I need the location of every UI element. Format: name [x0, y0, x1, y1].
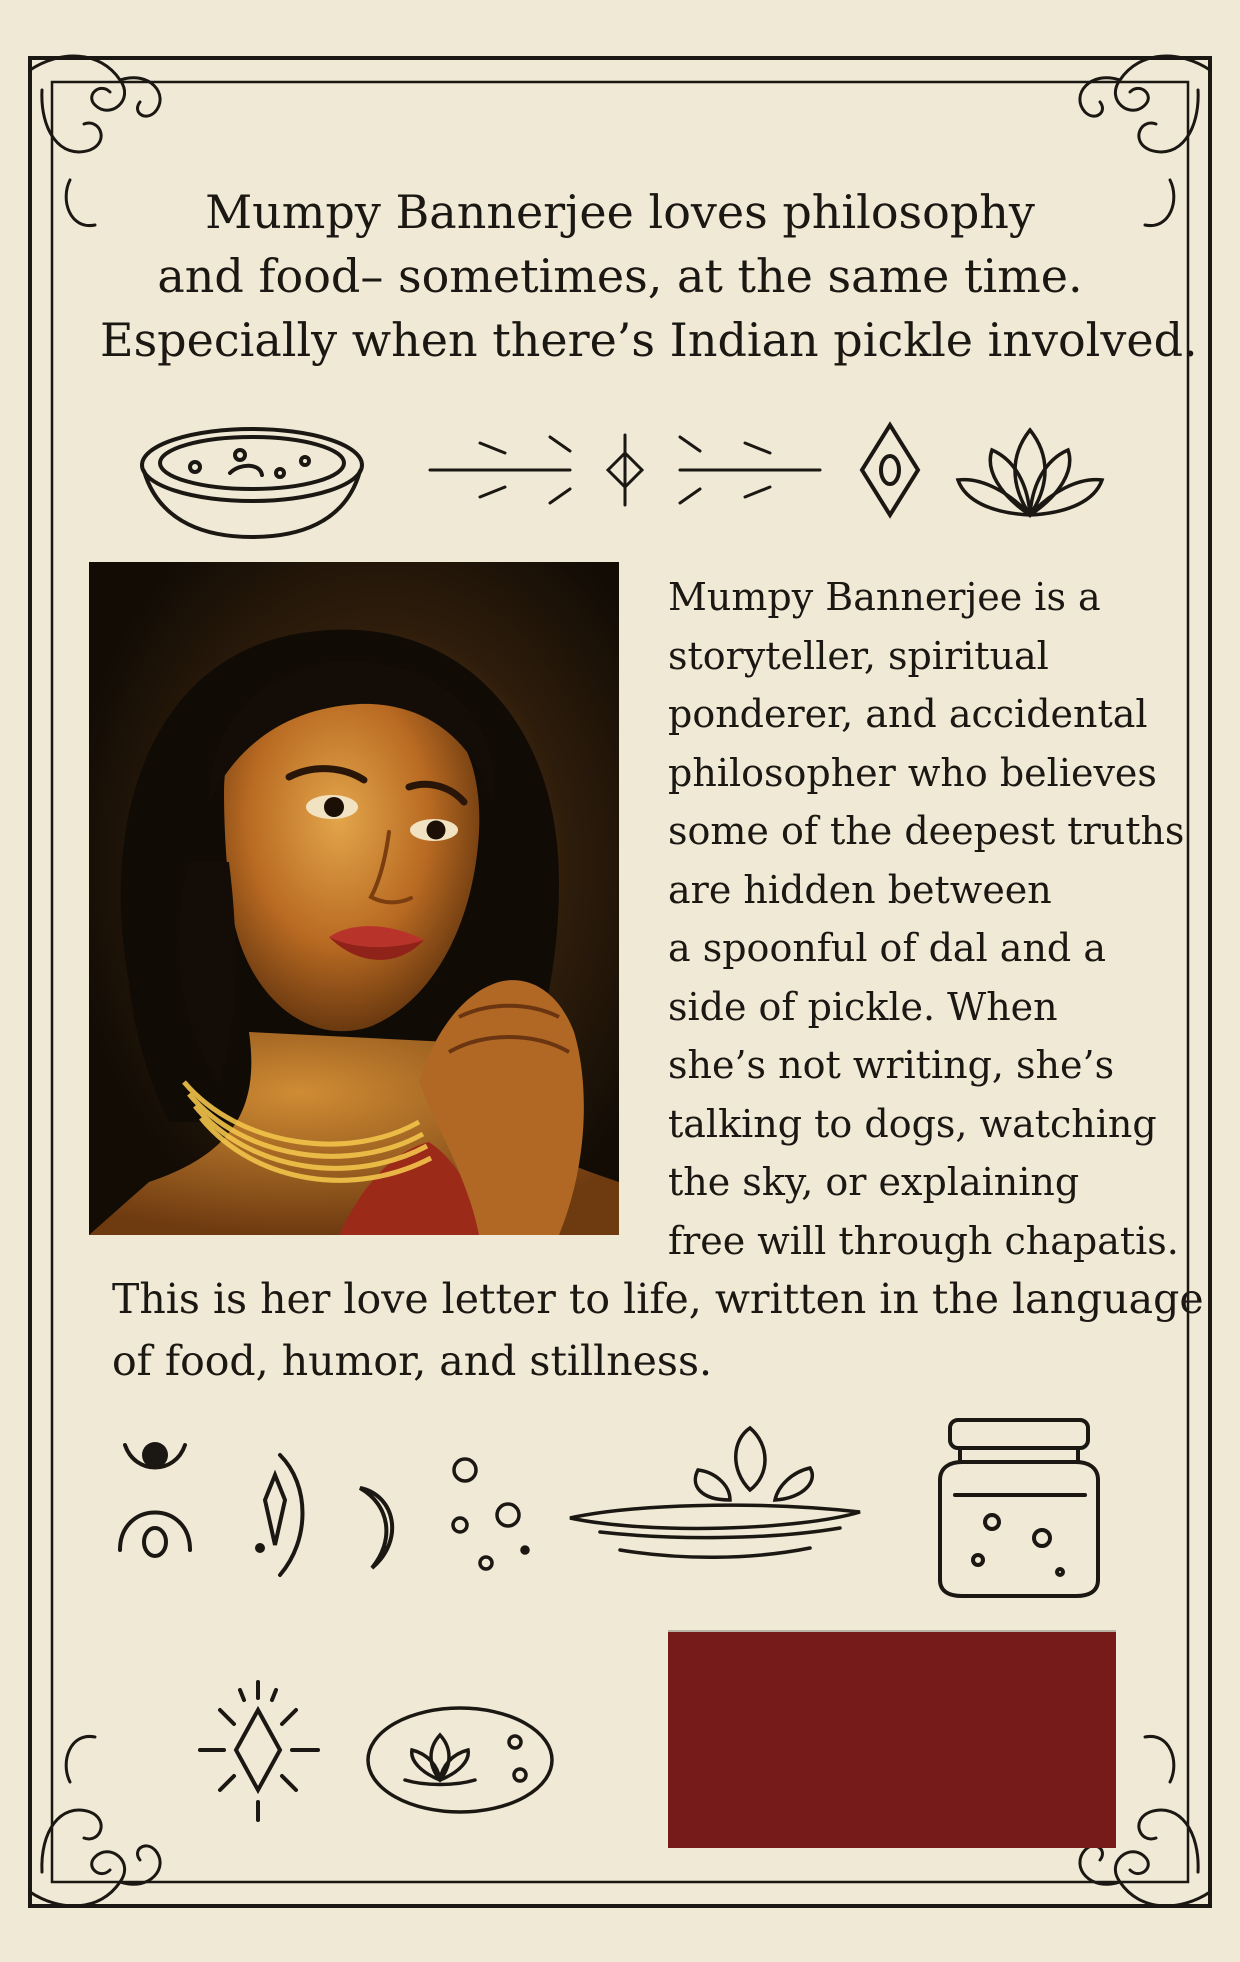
- bio-line: the sky, or explaining: [668, 1160, 1080, 1204]
- bio-text: [668, 568, 1228, 1270]
- bio-line: a spoonful of dal and a: [668, 926, 1106, 970]
- bio-line: free will through chapatis.: [668, 1218, 1179, 1263]
- top-icon-row: [130, 405, 1110, 555]
- crescent-moon-icons: [257, 1455, 392, 1575]
- closing-line: of food, humor, and stillness.: [112, 1337, 713, 1385]
- corner-flourish-icon: [30, 1736, 160, 1905]
- pickle-jar-icon: [940, 1420, 1098, 1596]
- intro-text: [100, 180, 1198, 372]
- bottom-icon-row: [110, 1400, 1110, 1600]
- lotus-icon: [958, 430, 1102, 515]
- redacted-block: [668, 1630, 1116, 1848]
- closing-line: This is her love letter to life, written in the language: [112, 1275, 1204, 1323]
- sun-moon-figure-icon: [120, 1442, 190, 1556]
- leaves-icon: [695, 1428, 812, 1500]
- intro-line: Especially when there’s Indian pickle involved.: [100, 313, 1198, 367]
- bio-line: Mumpy Bannerjee is a: [668, 575, 1101, 619]
- diamond-eye-icon: [862, 425, 918, 515]
- intro-line: Mumpy Bannerjee loves philosophy: [205, 185, 1035, 239]
- bio-line: side of pickle. When: [668, 984, 1058, 1029]
- author-photo: [89, 562, 619, 1235]
- dal-bowl-icon: [142, 429, 362, 537]
- lotus-plate-icon: [368, 1708, 552, 1812]
- sparkle-divider-icon: [430, 435, 820, 505]
- bio-line: philosopher who believes: [668, 750, 1157, 795]
- sun-sparkle-icon: [200, 1682, 318, 1820]
- dots-icon: [453, 1459, 528, 1569]
- bottom-icon-row-2: [180, 1680, 580, 1830]
- bio-line: some of the deepest truths: [668, 809, 1185, 853]
- bio-line: talking to dogs, watching: [668, 1101, 1157, 1146]
- bio-line: are hidden between: [668, 867, 1052, 912]
- bio-line: she’s not writing, she’s: [668, 1043, 1115, 1087]
- bio-line: ponderer, and accidental: [668, 692, 1148, 736]
- chapati-stack-icon: [570, 1505, 860, 1557]
- closing-text: [112, 1268, 1204, 1392]
- bio-line: storyteller, spiritual: [668, 633, 1049, 678]
- intro-line: and food– sometimes, at the same time.: [157, 249, 1083, 303]
